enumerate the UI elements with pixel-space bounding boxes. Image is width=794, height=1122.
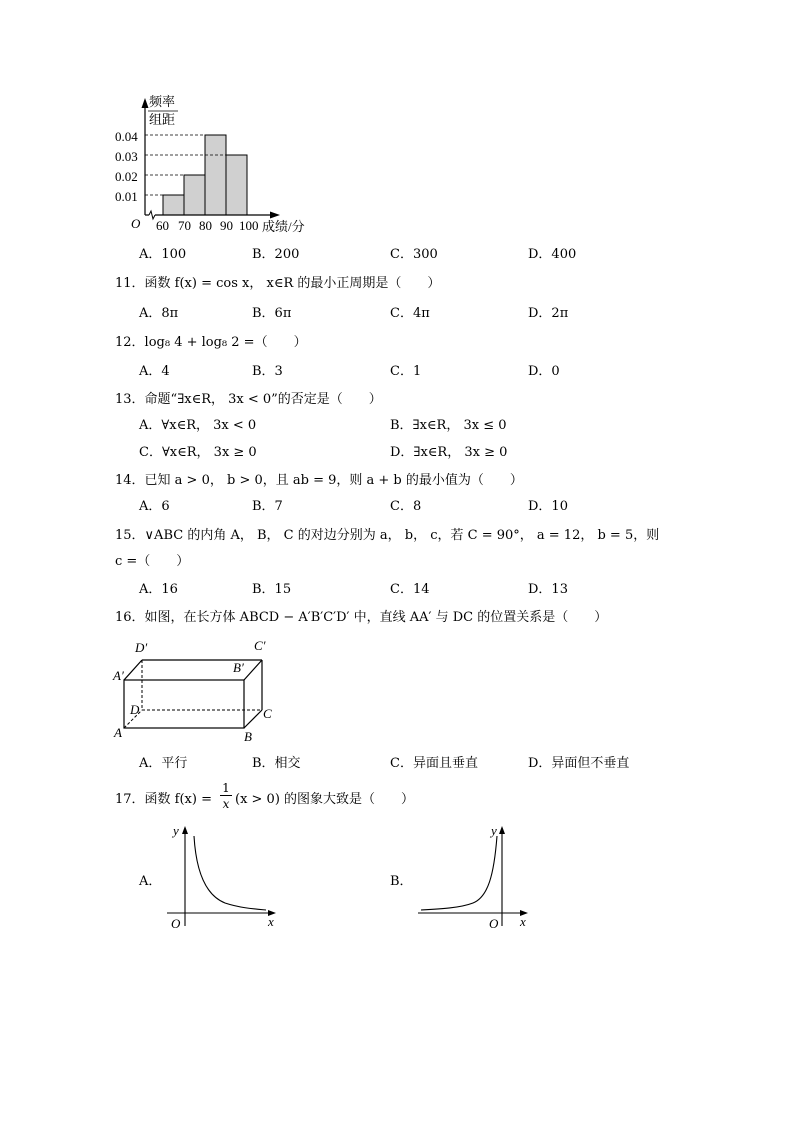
q12-option-c[interactable]: C．1 [390,364,422,379]
hist-xtick-70: 70 [178,218,191,233]
q13-option-c[interactable]: C．∀x∈R， 3x ≥ 0 [139,445,257,460]
vertex-c: C [263,706,272,721]
q15-option-d[interactable]: D．13 [528,582,568,597]
vertex-d: D [130,702,140,717]
hist-origin: O [131,216,141,231]
q12-option-b[interactable]: B．3 [252,364,283,379]
q10-option-c[interactable]: C．300 [390,247,438,262]
q10-option-b[interactable]: B．200 [252,247,300,262]
q14-option-c[interactable]: C．8 [390,499,422,514]
hist-ytick-001: 0.01 [115,189,138,204]
q15-stem-cont: c =（ ） [115,554,190,569]
q17-option-a[interactable]: A． [139,874,162,889]
vertex-a1: A′ [113,668,124,683]
graph-a-y-label: y [173,823,179,838]
q16-stem: 16．如图，在长方体 ABCD − A′B′C′D′ 中，直线 AA′ 与 DC 的位置关系是（ ） [115,610,608,625]
q15-stem: 15．∨ABC 的内角 A， B， C 的对边分别为 a， b， c，若 C = 90°， a = 12， b = 5，则 [115,528,660,543]
q17-stem-prefix: 17．函数 f(x) = [115,792,212,807]
hist-ytick-004: 0.04 [115,129,138,144]
hist-xlabel: 成绩/分 [262,219,305,234]
q14-stem: 14．已知 a > 0， b > 0，且 ab = 9，则 a + b 的最小值为（ ） [115,473,523,488]
graph-a-origin: O [171,916,181,931]
q13-option-b[interactable]: B．∃x∈R， 3x ≤ 0 [390,418,507,433]
vertex-b: B [244,729,252,744]
q16-option-c[interactable]: C．异面且垂直 [390,756,478,771]
graph-a-x-label: x [268,914,274,929]
hist-xtick-60: 60 [156,218,169,233]
q15-option-b[interactable]: B．15 [252,582,292,597]
q13-option-a[interactable]: A．∀x∈R， 3x < 0 [139,418,257,433]
q12-option-a[interactable]: A．4 [139,364,170,379]
vertex-d1: D′ [135,640,148,655]
graph-b-x-label: x [520,914,526,929]
graph-b-origin: O [489,916,499,931]
q11-option-c[interactable]: C．4π [390,306,430,321]
hist-xtick-80: 80 [199,218,212,233]
vertex-b1: B′ [233,660,244,675]
q17-stem-suffix: (x > 0) 的图象大致是（ ） [235,792,415,807]
q17-frac-num: 1 [220,782,232,796]
q16-option-d[interactable]: D．异面但不垂直 [528,756,630,771]
q15-option-c[interactable]: C．14 [390,582,430,597]
q17-frac-den: x [222,797,230,811]
q13-option-d[interactable]: D．∃x∈R， 3x ≥ 0 [390,445,508,460]
q16-option-a[interactable]: A．平行 [139,756,188,771]
hist-ylabel-top: 频率 [149,94,176,109]
q12-stem: 12．log₈ 4 + log₈ 2 =（ ） [115,335,307,350]
q14-option-d[interactable]: D．10 [528,499,568,514]
q14-option-a[interactable]: A．6 [139,499,170,514]
q11-option-a[interactable]: A．8π [139,306,179,321]
graph-b-y-label: y [491,823,497,838]
hist-xtick-100: 100 [239,218,259,233]
hist-ylabel-bottom: 组距 [149,112,176,127]
q16-option-b[interactable]: B．相交 [252,756,301,771]
q11-stem: 11．函数 f(x) = cos x， x∈R 的最小正周期是（ ） [115,276,441,291]
vertex-a: A [114,725,122,740]
q11-option-d[interactable]: D．2π [528,306,569,321]
q17-option-b[interactable]: B． [390,874,413,889]
q15-option-a[interactable]: A．16 [139,582,178,597]
q14-option-b[interactable]: B．7 [252,499,283,514]
q11-option-b[interactable]: B．6π [252,306,292,321]
hist-ytick-002: 0.02 [115,169,138,184]
hist-ytick-003: 0.03 [115,149,138,164]
vertex-c1: C′ [254,638,266,653]
q10-option-a[interactable]: A．100 [139,247,187,262]
hist-xtick-90: 90 [220,218,233,233]
q13-stem: 13．命题“∃x∈R， 3x < 0”的否定是（ ） [115,392,382,407]
q12-option-d[interactable]: D．0 [528,364,560,379]
q10-option-d[interactable]: D．400 [528,247,577,262]
